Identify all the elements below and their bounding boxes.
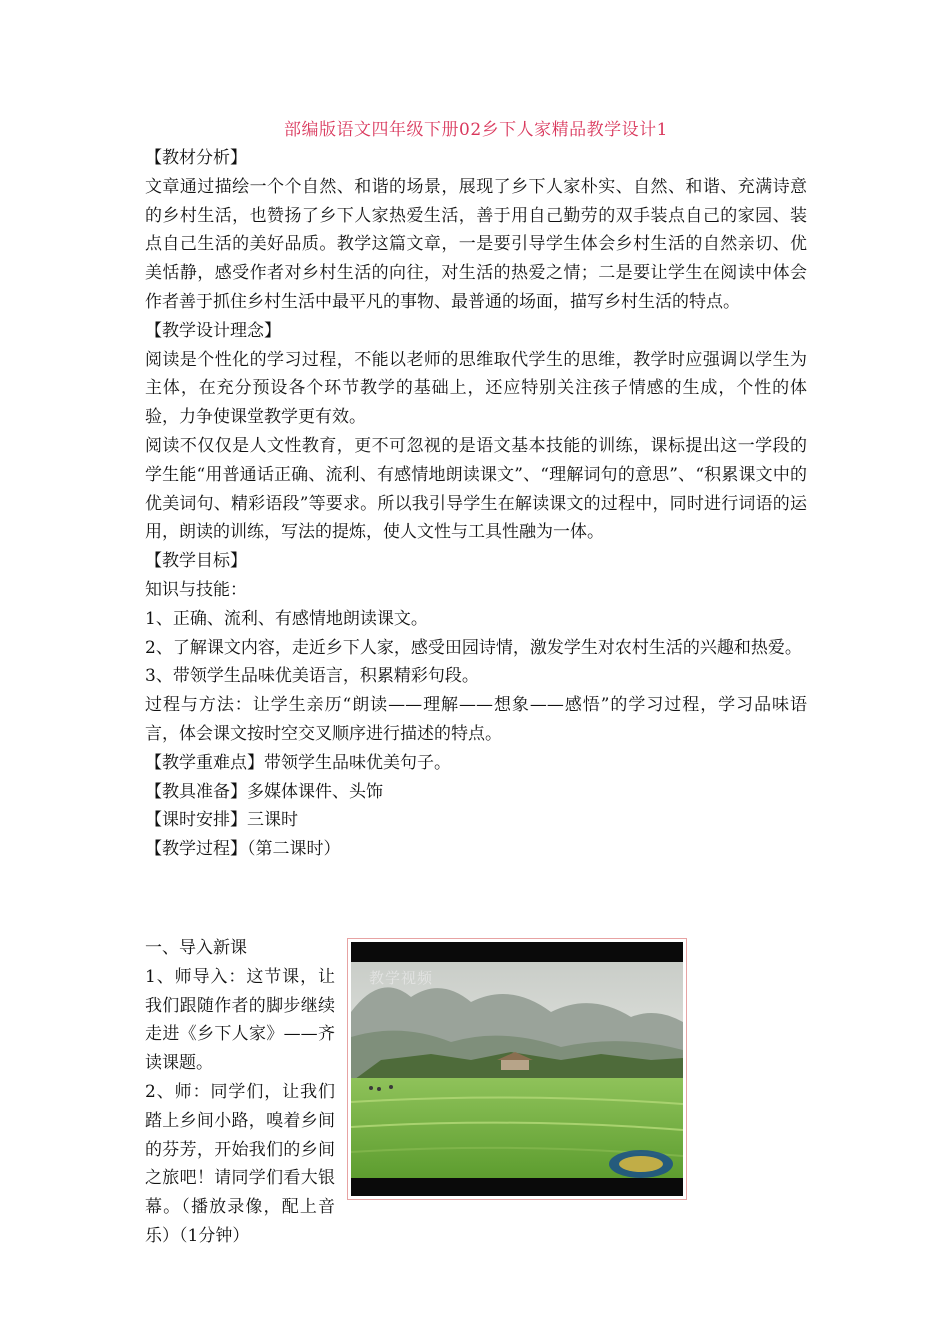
heading-goals: 【教学目标】 (145, 551, 247, 572)
schedule: 【课时安排】三课时 (145, 810, 298, 831)
step-item-2: 2、师：同学们，让我们踏上乡间小路，嗅着乡间的芬芳，开始我们的乡间之旅吧！请同学们看大银幕。（播放录像，配上音乐）（1分钟） (145, 1081, 335, 1246)
goal-item-2: 2、了解课文内容，走近乡下人家，感受田园诗情，激发学生对农村生活的兴趣和热爱。 (145, 637, 802, 658)
materials: 【教具准备】多媒体课件、头饰 (145, 781, 383, 802)
goal-item-3: 3、带领学生品味优美语言，积累精彩句段。 (145, 666, 479, 687)
video-label: 教学视频 (369, 969, 434, 987)
paragraph-process-method: 过程与方法：让学生亲历“朗读——理解——想象——感悟”的学习过程，学习品味语言，体会课文按时空交叉顺序进行描述的特点。 (145, 695, 807, 744)
paragraph-concept-2: 阅读不仅仅是人文性教育，更不可忽视的是语文基本技能的训练，课标提出这一学段的学生能“用普通话正确、流利、有感情地朗读课文”、“理解词句的意思”、“积累课文中的优美词句、精彩语段”等要求。所以我引导学生在解读课文的过程中，同时进行词语的运用，朗读的训练，写法的提炼，使人文性与工具性融为一体。 (145, 435, 807, 543)
goals-subheading: 知识与技能： (145, 579, 247, 600)
step-heading: 一、导入新课 (145, 938, 247, 958)
document-title: 部编版语文四年级下册02乡下人家精品教学设计1 (284, 120, 668, 140)
step-item-1: 1、师导入：这节课，让我们跟随作者的脚步继续走进《乡下人家》——齐读课题。 (145, 966, 335, 1074)
paragraph-concept-1: 阅读是个性化的学习过程，不能以老师的思维取代学生的思维，教学时应强调以学生为主体，在充分预设各个环节教学的基础上，还应特别关注孩子情感的生成，个性的体验，力争使课堂教学更有效。 (145, 349, 807, 428)
goal-item-1: 1、正确、流利、有感情地朗读课文。 (145, 608, 428, 629)
video-still[interactable] (351, 942, 683, 1196)
video-frame[interactable] (347, 938, 687, 1200)
key-points: 【教学重难点】带领学生品味优美句子。 (145, 752, 451, 773)
lesson-intro-section (145, 934, 807, 1251)
heading-analysis: 【教材分析】 (145, 148, 247, 168)
heading-concept: 【教学设计理念】 (145, 320, 281, 341)
document-body (145, 144, 807, 864)
heading-process: 【教学过程】（第二课时） (145, 839, 341, 860)
paragraph-analysis: 文章通过描绘一个个自然、和谐的场景，展现了乡下人家朴实、自然、和谐、充满诗意的乡村生活，也赞扬了乡下人家热爱生活，善于用自己勤劳的双手装点自己的家园、装点自己生活的美好品质。教学这篇文章，一是要引导学生体会乡村生活的自然亲切、优美恬静，感受作者对乡村生活的向往，对生活的热爱之情；二是要让学生在阅读中体会作者善于抓住乡村生活中最平凡的事物、最普通的场面，描写乡村生活的特点。 (145, 176, 807, 312)
